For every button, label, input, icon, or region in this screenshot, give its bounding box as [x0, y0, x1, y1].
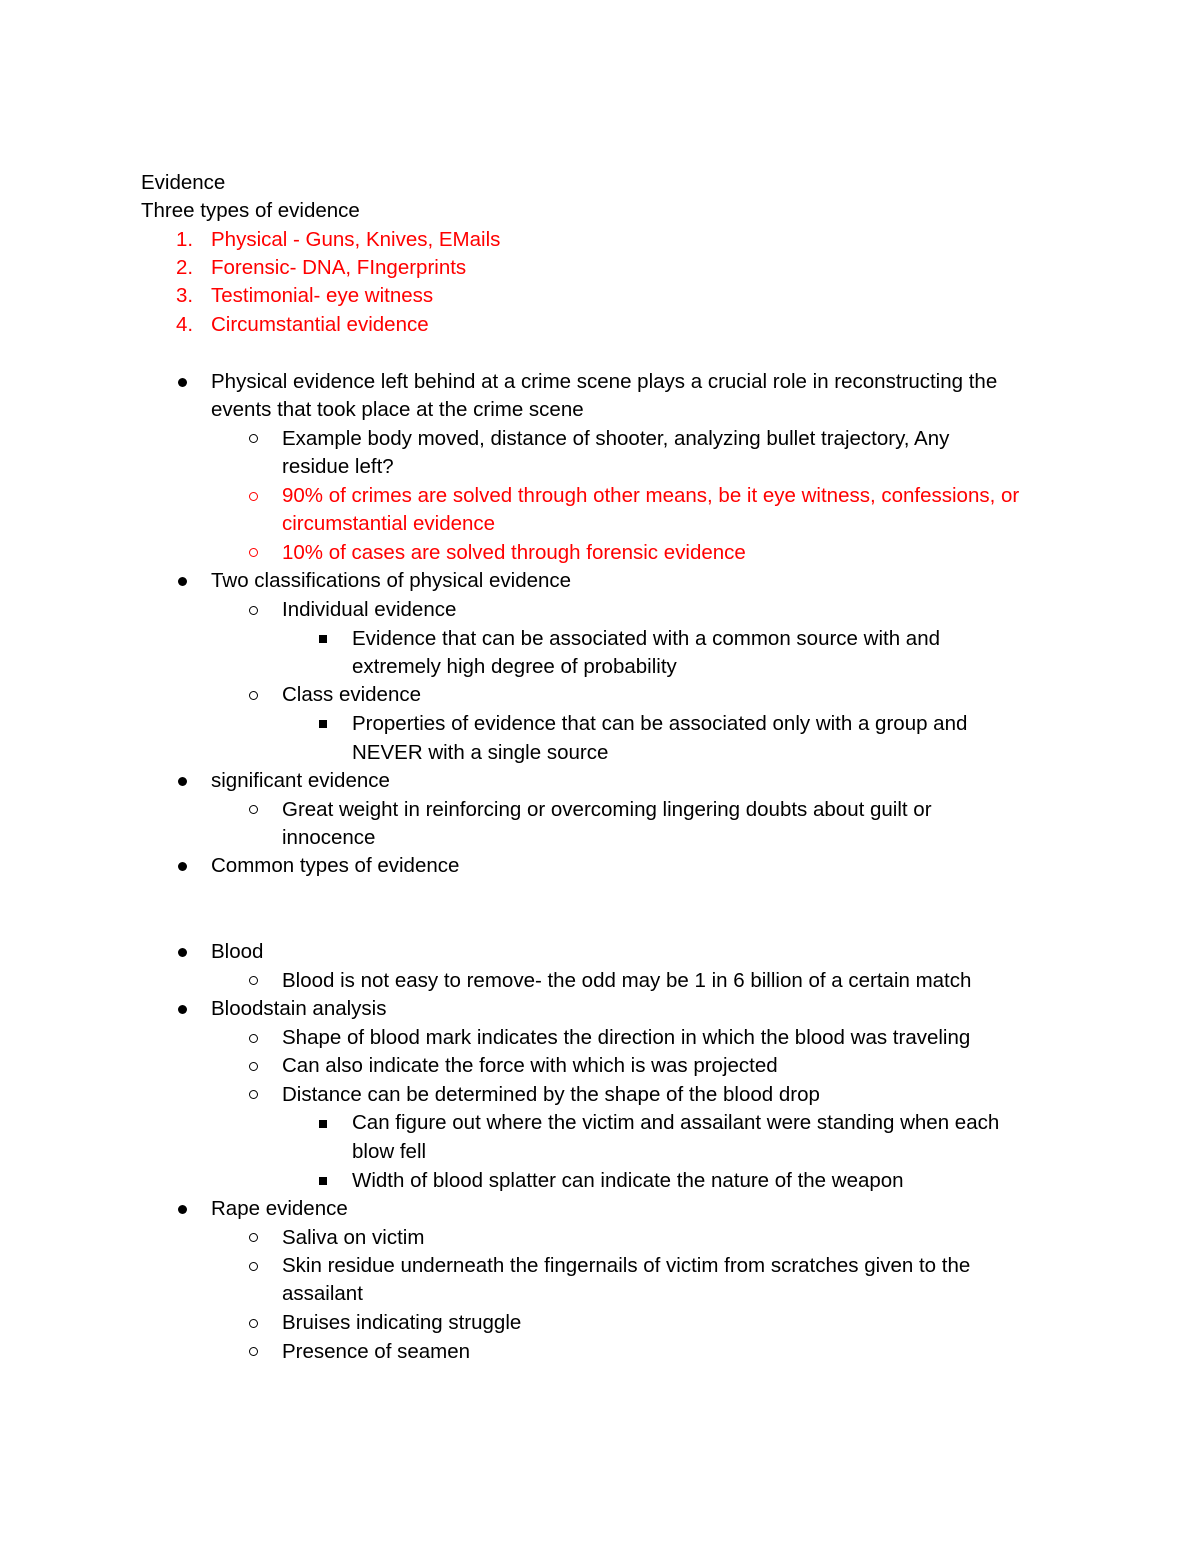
class-definition-line-1: Properties of evidence that can be associated only with a group and [352, 712, 968, 735]
sub-class-evidence: Class evidence [282, 683, 422, 706]
bullet-disc-icon [178, 378, 187, 387]
bullet-disc-icon [178, 948, 187, 957]
individual-definition-line-2: extremely high degree of probability [352, 655, 677, 678]
bullet-physical-line-1: Physical evidence left behind at a crime scene plays a crucial role in reconstructing the [211, 370, 998, 393]
bullet-blood: Blood [211, 940, 264, 963]
sub-great-weight-line-1: Great weight in reinforcing or overcoming lingering doubts about guilt or [282, 798, 932, 821]
bullet-circle-icon [249, 548, 258, 557]
bullet-disc-icon [178, 1205, 187, 1214]
sub-10-percent: 10% of cases are solved through forensic evidence [282, 541, 746, 564]
sub-saliva: Saliva on victim [282, 1226, 425, 1249]
sub-seamen: Presence of seamen [282, 1340, 471, 1363]
bullet-square-icon [319, 635, 327, 643]
bullet-circle-icon [249, 1090, 258, 1099]
bullet-square-icon [319, 1120, 327, 1128]
bullet-physical-line-2: events that took place at the crime scene [211, 398, 584, 421]
list-number: 2. [176, 256, 194, 279]
sub-skin-residue-line-2: assailant [282, 1282, 363, 1305]
sub-example-line-1: Example body moved, distance of shooter, analyzing bullet trajectory, Any [282, 427, 950, 450]
numbered-item-testimonial: Testimonial- eye witness [211, 284, 434, 307]
sub-example-line-2: residue left? [282, 455, 394, 478]
individual-definition-line-1: Evidence that can be associated with a common source with and [352, 627, 940, 650]
bullet-square-icon [319, 720, 327, 728]
bullet-disc-icon [178, 577, 187, 586]
sub-sub-figure-line-1: Can figure out where the victim and assailant were standing when each [352, 1111, 1000, 1134]
sub-bruises: Bruises indicating struggle [282, 1311, 522, 1334]
class-definition-line-2: NEVER with a single source [352, 741, 609, 764]
bullet-circle-icon [249, 1347, 258, 1356]
sub-blood-shape: Shape of blood mark indicates the direction in which the blood was traveling [282, 1026, 971, 1049]
sub-90-percent-line-1: 90% of crimes are solved through other means, be it eye witness, confessions, or [282, 484, 1020, 507]
bullet-disc-icon [178, 777, 187, 786]
bullet-circle-icon [249, 434, 258, 443]
bullet-circle-icon [249, 1034, 258, 1043]
bullet-circle-icon [249, 1233, 258, 1242]
bullet-disc-icon [178, 1005, 187, 1014]
bullet-common-types: Common types of evidence [211, 854, 460, 877]
bullet-rape-evidence: Rape evidence [211, 1197, 348, 1220]
sub-blood-distance: Distance can be determined by the shape of the blood drop [282, 1083, 820, 1106]
bullet-circle-icon [249, 606, 258, 615]
bullet-circle-icon [249, 976, 258, 985]
bullet-bloodstain-analysis: Bloodstain analysis [211, 997, 387, 1020]
numbered-item-forensic: Forensic- DNA, FIngerprints [211, 256, 467, 279]
list-number: 4. [176, 313, 194, 336]
numbered-item-physical: Physical - Guns, Knives, EMails [211, 228, 501, 251]
numbered-item-circumstantial: Circumstantial evidence [211, 313, 429, 336]
bullet-significant-evidence: significant evidence [211, 769, 390, 792]
sub-great-weight-line-2: innocence [282, 826, 376, 849]
bullet-classifications: Two classifications of physical evidence [211, 569, 572, 592]
sub-90-percent-line-2: circumstantial evidence [282, 512, 496, 535]
sub-skin-residue-line-1: Skin residue underneath the fingernails of victim from scratches given to the [282, 1254, 971, 1277]
sub-sub-splatter-width: Width of blood splatter can indicate the nature of the weapon [352, 1169, 904, 1192]
sub-sub-figure-line-2: blow fell [352, 1140, 427, 1163]
bullet-disc-icon [178, 862, 187, 871]
document-title: Evidence [141, 171, 226, 194]
sub-blood-removal: Blood is not easy to remove- the odd may be 1 in 6 billion of a certain match [282, 969, 972, 992]
list-number: 3. [176, 284, 194, 307]
bullet-square-icon [319, 1177, 327, 1185]
bullet-circle-icon [249, 805, 258, 814]
bullet-circle-icon [249, 492, 258, 501]
bullet-circle-icon [249, 1062, 258, 1071]
sub-blood-force: Can also indicate the force with which is was projected [282, 1054, 778, 1077]
bullet-circle-icon [249, 1262, 258, 1271]
bullet-circle-icon [249, 691, 258, 700]
list-number: 1. [176, 228, 194, 251]
bullet-circle-icon [249, 1319, 258, 1328]
sub-individual-evidence: Individual evidence [282, 598, 457, 621]
document-subtitle: Three types of evidence [141, 199, 360, 222]
